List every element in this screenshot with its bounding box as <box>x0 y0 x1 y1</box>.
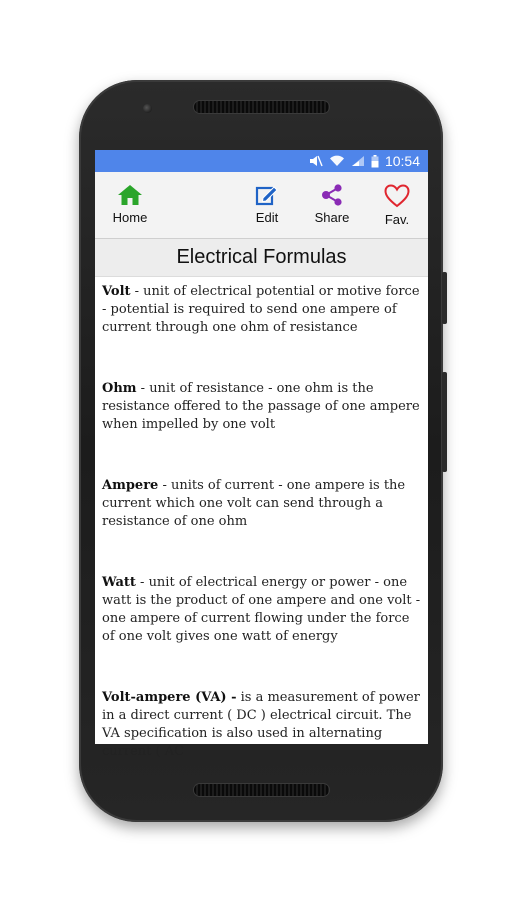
edit-icon <box>255 184 279 210</box>
entry-ohm <box>102 380 421 434</box>
bottom-speaker <box>194 784 329 796</box>
edit-button[interactable] <box>237 184 297 225</box>
signal-icon <box>351 155 365 167</box>
share-label: Share <box>314 210 350 225</box>
entry-term: Watt <box>102 575 136 590</box>
entry-ampere <box>102 477 421 531</box>
entry-text: is a measurement of power in a direct current ( DC ) electrical circuit. The VA specification is also used in alternating current ( AC <box>102 690 420 759</box>
edit-label: Edit <box>255 210 279 225</box>
share-button[interactable] <box>302 184 362 225</box>
fav-label: Fav. <box>384 212 410 227</box>
home-label: Home <box>112 210 148 225</box>
status-bar <box>95 150 428 172</box>
entry-watt <box>102 574 421 646</box>
entry-term: Ohm <box>102 381 137 396</box>
entry-text: - units of current - one ampere is the current which one volt can send through a resistance of one ohm <box>102 478 406 529</box>
battery-icon <box>371 155 379 168</box>
entry-volt-ampere <box>102 689 421 761</box>
entry-text: - unit of electrical energy or power - one watt is the product of one ampere and one volt - one ampere of current flowing under the force of one volt gives one watt of energy <box>102 575 421 644</box>
toolbar <box>95 172 428 239</box>
entry-text: - unit of electrical potential or motive force - potential is required to send one ampere of current through one ohm of resistance <box>102 284 420 335</box>
mute-icon <box>309 155 323 167</box>
front-camera <box>143 104 152 113</box>
screen <box>95 150 428 759</box>
page-title: Electrical Formulas <box>95 239 428 277</box>
wifi-icon <box>329 155 345 167</box>
content-area[interactable] <box>95 277 428 761</box>
status-time: 10:54 <box>384 153 420 169</box>
heart-icon <box>384 184 410 212</box>
entry-term: Volt <box>102 284 131 299</box>
power-button <box>442 272 447 324</box>
entry-term: Ampere <box>102 478 159 493</box>
share-icon <box>320 184 344 210</box>
home-button[interactable] <box>100 184 160 225</box>
fav-button[interactable] <box>367 184 427 227</box>
home-icon <box>117 184 143 210</box>
entry-term: Volt-ampere (VA) - <box>102 690 237 705</box>
volume-button <box>442 372 447 472</box>
entry-text: - unit of resistance - one ohm is the resistance offered to the passage of one ampere when impelled by one volt <box>102 381 420 432</box>
entry-volt <box>102 283 421 337</box>
top-speaker <box>194 101 329 113</box>
